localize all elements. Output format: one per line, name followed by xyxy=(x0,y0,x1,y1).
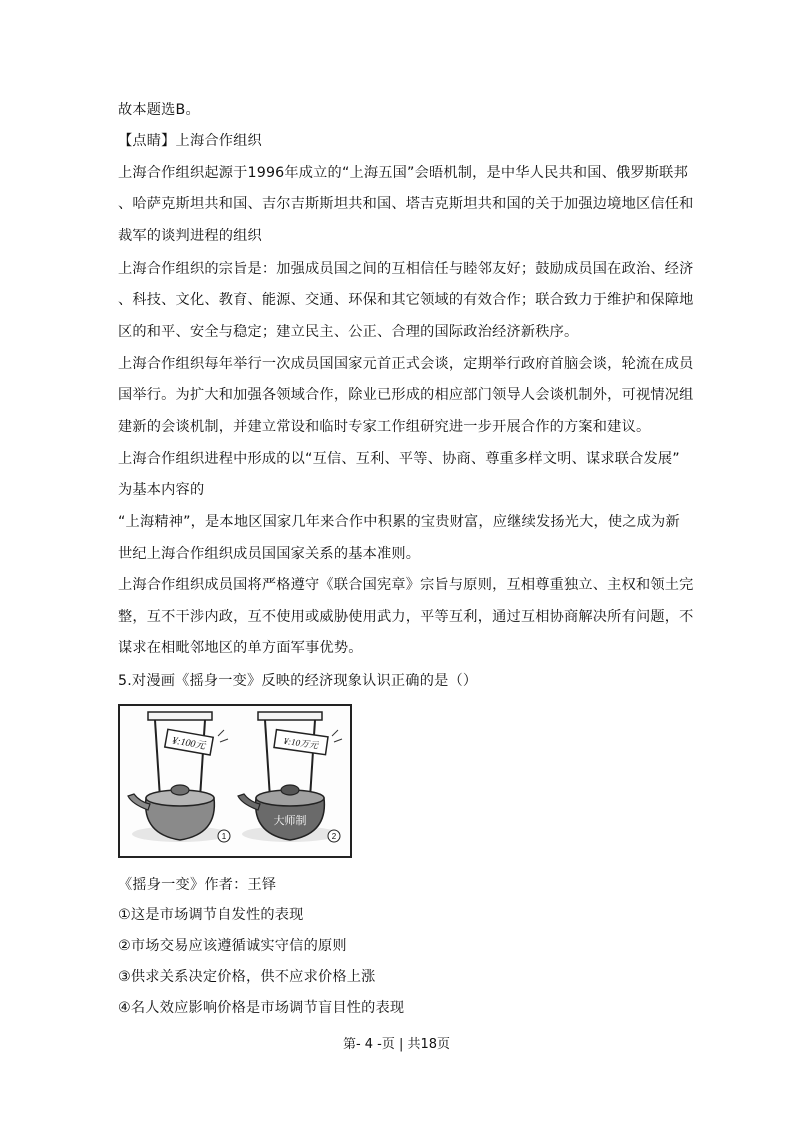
text-line: 上海合作组织进程中形成的以“互信、互利、平等、协商、尊重多样文明、谋求联合发展” xyxy=(118,451,680,467)
question-stem: 5.对漫画《摇身一变》反映的经济现象认识正确的是（） xyxy=(118,673,478,689)
text-line: 、哈萨克斯坦共和国、吉尔吉斯斯坦共和国、塔吉克斯坦共和国的关于加强边境地区信任和 xyxy=(118,196,694,212)
pot-label: 大师制 xyxy=(273,815,307,827)
text-line: 国举行。为扩大和加强各领域合作，除业已形成的相应部门领导人会谈机制外，可视情况组 xyxy=(118,387,694,403)
teapot-right xyxy=(238,712,342,842)
price-tag-left: ¥:100元 xyxy=(171,735,207,752)
price-tag-right: ¥:10万元 xyxy=(283,735,319,751)
text-line: 谋求在相毗邻地区的单方面军事优势。 xyxy=(118,640,363,656)
text-line: 为基本内容的 xyxy=(118,482,205,498)
cartoon-number-2: 2 xyxy=(331,832,337,841)
tip-heading: 【点睛】上海合作组织 xyxy=(118,133,262,149)
cartoon-caption: 《摇身一变》作者：王铎 xyxy=(118,877,277,893)
cartoon-figure xyxy=(118,704,352,858)
text-line: 上海合作组织的宗旨是：加强成员国之间的互相信任与睦邻友好；鼓励成员国在政治、经济 xyxy=(118,261,694,277)
cartoon-number-1: 1 xyxy=(221,832,227,841)
text-line: 上海合作组织起源于1996年成立的“上海五国”会晤机制，是中华人民共和国、俄罗斯联邦 xyxy=(118,165,688,181)
page-footer: 第- 4 -页 | 共18页 xyxy=(342,1037,451,1052)
option-2: ②市场交易应该遵循诚实守信的原则 xyxy=(118,938,347,954)
text-line: 整，互不干涉内政，互不使用或威胁使用武力，平等互利，通过互相协商解决所有问题，不 xyxy=(118,609,694,625)
teapot-left xyxy=(128,712,230,842)
text-line: 、科技、文化、教育、能源、交通、环保和其它领域的有效合作；联合致力于维护和保障地 xyxy=(118,292,694,308)
option-1: ①这是市场调节自发性的表现 xyxy=(118,907,304,923)
text-line: “上海精神”，是本地区国家几年来合作中积累的宝贵财富，应继续发扬光大，使之成为新 xyxy=(118,514,680,530)
text-line: 上海合作组织成员国将严格遵守《联合国宪章》宗旨与原则，互相尊重独立、主权和领土完 xyxy=(118,577,694,593)
option-3: ③供求关系决定价格，供不应求价格上涨 xyxy=(118,969,376,985)
option-4: ④名人效应影响价格是市场调节盲目性的表现 xyxy=(118,1000,405,1016)
conclusion-line: 故本题选B。 xyxy=(118,102,200,118)
text-line: 建新的会谈机制，并建立常设和临时专家工作组研究进一步开展合作的方案和建议。 xyxy=(118,419,651,435)
text-line: 区的和平、安全与稳定；建立民主、公正、合理的国际政治经济新秩序。 xyxy=(118,324,579,340)
text-line: 裁军的谈判进程的组织 xyxy=(118,228,262,244)
cartoon-drawing xyxy=(120,706,350,856)
text-line: 世纪上海合作组织成员国国家关系的基本准则。 xyxy=(118,546,421,562)
text-line: 上海合作组织每年举行一次成员国国家元首正式会谈，定期举行政府首脑会谈，轮流在成员 xyxy=(118,356,694,372)
